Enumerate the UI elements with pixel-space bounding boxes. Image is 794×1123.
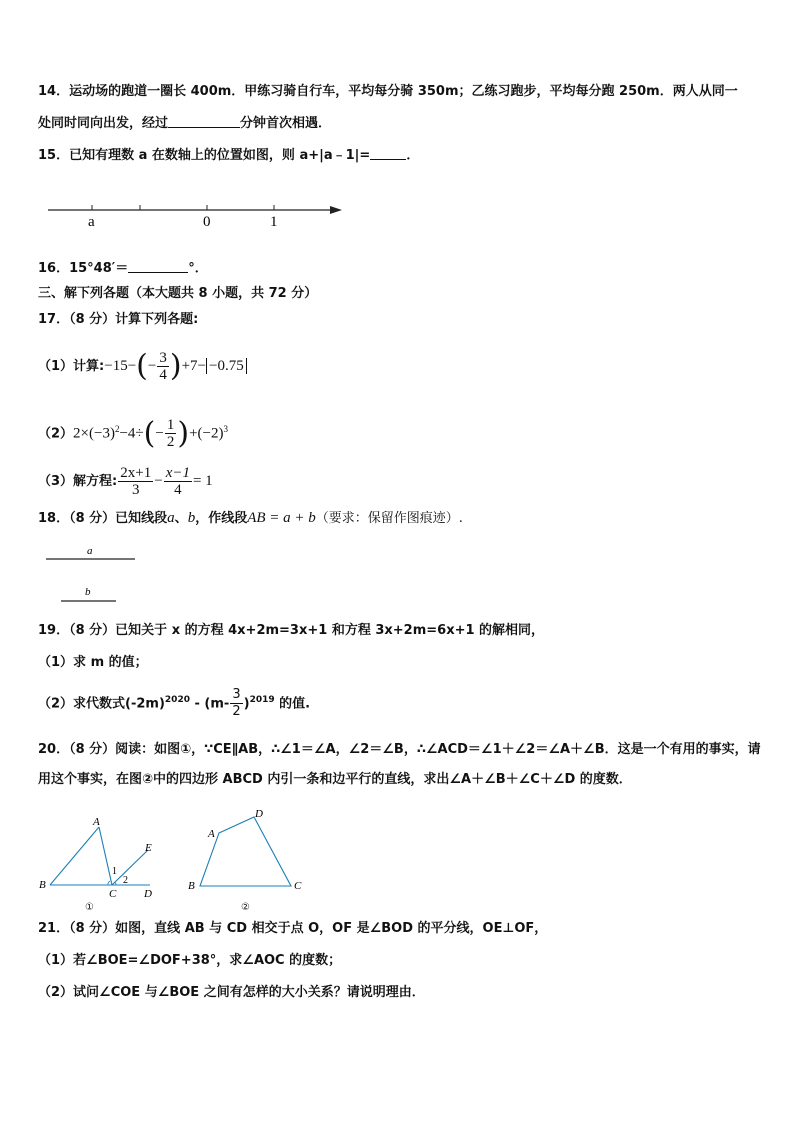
q17-p1-neg: − — [147, 358, 157, 374]
q17-p3-fraction1 — [118, 465, 153, 498]
q17-p2-exp2: 3 — [223, 424, 228, 434]
fig1-label-2: 2 — [123, 875, 128, 886]
q16-text-b: °． — [188, 261, 208, 276]
fraction-denominator: 3 — [131, 482, 140, 498]
segment-label-a: a — [87, 545, 93, 557]
q19-p2-a: （2）求代数式(-2m) — [38, 696, 165, 712]
q17-p2-a: 2× — [73, 425, 90, 442]
q17-title: 17．（8 分）计算下列各题: — [38, 312, 199, 327]
q21-part2: （2）试问∠COE 与∠BOE 之间有怎样的大小关系？请说明理由． — [38, 985, 425, 1000]
q19-p2-b: - (m- — [189, 696, 230, 712]
q17-part1 — [38, 346, 247, 386]
right-paren-icon: ) — [177, 415, 190, 451]
fig2-label-d: D — [255, 808, 263, 820]
q17-p3-label: （3）解方程: — [38, 474, 118, 489]
q21-part1: （1）若∠BOE=∠DOF+38°，求∠AOC 的度数； — [38, 953, 342, 968]
q19-p2-c: ) — [243, 696, 250, 712]
q14-line1: 14．运动场的跑道一圈长 400m．甲练习骑自行车，平均每分骑 350m；乙练习跑步，平均每分跑 250m．两人从同一 — [38, 84, 738, 99]
fraction-denominator: 2 — [166, 434, 175, 451]
q17-p2-label: （2） — [38, 426, 74, 442]
q17-p1-a: −15− — [104, 358, 137, 374]
q20-figure2 — [182, 808, 312, 912]
fig1-caption: ① — [85, 902, 94, 913]
q15-text — [38, 146, 419, 165]
q18-var-b: b — [187, 510, 196, 526]
fig1-label-c: C — [109, 888, 117, 900]
section3-heading: 三、解下列各题（本大题共 8 小题，共 72 分） — [38, 286, 318, 301]
q17-p1-abs: −0.75 — [206, 358, 247, 374]
left-paren-icon: ( — [136, 348, 148, 384]
axis-label-0: 0 — [203, 214, 211, 230]
q19-p2-fraction — [230, 687, 242, 720]
left-paren-icon: ( — [143, 415, 156, 451]
fig1-label-1: 1 — [112, 866, 117, 877]
fraction-numerator: 2x+1 — [120, 465, 152, 481]
q14-line2-text-b: 分钟首次相遇． — [240, 116, 332, 131]
q17-p1-fraction — [157, 350, 169, 383]
q18-var-a: a — [167, 510, 175, 526]
q21-line1: 21．（8 分）如图，直线 AB 与 CD 相交于点 O，OF 是∠BOD 的平分线，OE⊥OF， — [38, 921, 548, 936]
q18-segments — [44, 540, 144, 604]
fig1-label-a: A — [93, 816, 100, 828]
q17-p3-fraction2 — [164, 465, 192, 498]
q19-part2 — [38, 682, 310, 718]
fig1-label-d: D — [144, 888, 152, 900]
q14-line2-text-a: 处同时同向出发，经过 — [38, 116, 169, 131]
fraction-denominator: 4 — [174, 482, 182, 498]
q20-line2: 用这个事实，在图②中的四边形 ABCD 内引一条和边平行的直线，求出∠A＋∠B＋∠C＋∠D 的度数． — [38, 772, 632, 787]
q20-figure1 — [38, 812, 168, 912]
q20-line1: 20．（8 分）阅读：如图①，∵CE∥AB，∴∠1＝∠A，∠2＝∠B，∴∠ACD＝∠1＋∠2＝∠A＋∠B．这是一个有用的事实，请 — [38, 742, 761, 757]
fig2-label-a: A — [208, 828, 215, 840]
right-paren-icon: ) — [169, 348, 182, 384]
q18-text-a: 18．（8 分）已知线段 — [38, 511, 168, 526]
segment-label-b: b — [85, 586, 91, 598]
q18-text-b: ，作线段 — [195, 511, 248, 526]
fig2-label-b: B — [188, 880, 195, 892]
q16-text-a: 16．15°48′＝ — [38, 261, 129, 276]
q17-part2 — [38, 408, 228, 450]
q18-text — [38, 509, 463, 528]
q15-text-a: 15．已知有理数 a 在数轴上的位置如图，则 a+|a﹣1|= — [38, 148, 371, 163]
q17-p2-c: −4÷ — [119, 425, 144, 442]
fraction-numerator: 3 — [232, 687, 241, 703]
q19-p2-exp1: 2020 — [164, 695, 190, 705]
q17-p2-neg: − — [155, 425, 164, 442]
q19-part1: （1）求 m 的值； — [38, 655, 148, 670]
q17-p2-d: + — [189, 425, 198, 442]
fraction-denominator: 2 — [232, 704, 241, 720]
q17-p3-eq: = 1 — [192, 473, 213, 489]
q17-p1-label: （1）计算: — [38, 359, 105, 374]
fig1-label-b: B — [39, 879, 46, 891]
q17-p2-fraction — [165, 417, 177, 450]
q17-p2-exp: 2 — [114, 424, 120, 434]
q17-p2-b: (−3) — [89, 425, 115, 442]
q15-number-line — [44, 196, 344, 232]
q16-text — [38, 259, 208, 278]
q18-sep: 、 — [174, 511, 188, 526]
q15-answer-blank[interactable] — [370, 146, 406, 160]
fraction-numerator: 3 — [159, 350, 167, 366]
fig1-label-e: E — [145, 842, 152, 854]
fig2-label-c: C — [294, 880, 302, 892]
q19-line1: 19．（8 分）已知关于 x 的方程 4x+2m=3x+1 和方程 3x+2m=6x+1 的解相同， — [38, 623, 545, 638]
q19-p2-exp2: 2019 — [249, 695, 275, 705]
q18-expr: AB = a + b — [247, 510, 316, 526]
axis-label-1: 1 — [270, 214, 278, 230]
q16-answer-blank[interactable] — [128, 259, 188, 273]
fraction-numerator: x−1 — [165, 465, 190, 481]
q14-answer-blank[interactable] — [168, 114, 240, 128]
q15-text-b: ． — [406, 148, 420, 163]
q17-p2-e: (−2) — [197, 425, 224, 442]
fig2-caption: ② — [241, 902, 250, 913]
q17-p3-minus: − — [154, 473, 163, 489]
q18-text-c: （要求：保留作图痕迹）. — [315, 511, 463, 526]
fraction-numerator: 1 — [166, 417, 175, 434]
axis-label-a: a — [88, 214, 95, 230]
q19-p2-d: 的值. — [274, 696, 311, 712]
fraction-denominator: 4 — [159, 367, 167, 383]
q17-p1-b: +7− — [181, 358, 206, 374]
q14-line2 — [38, 114, 331, 133]
q17-part3 — [38, 462, 213, 500]
